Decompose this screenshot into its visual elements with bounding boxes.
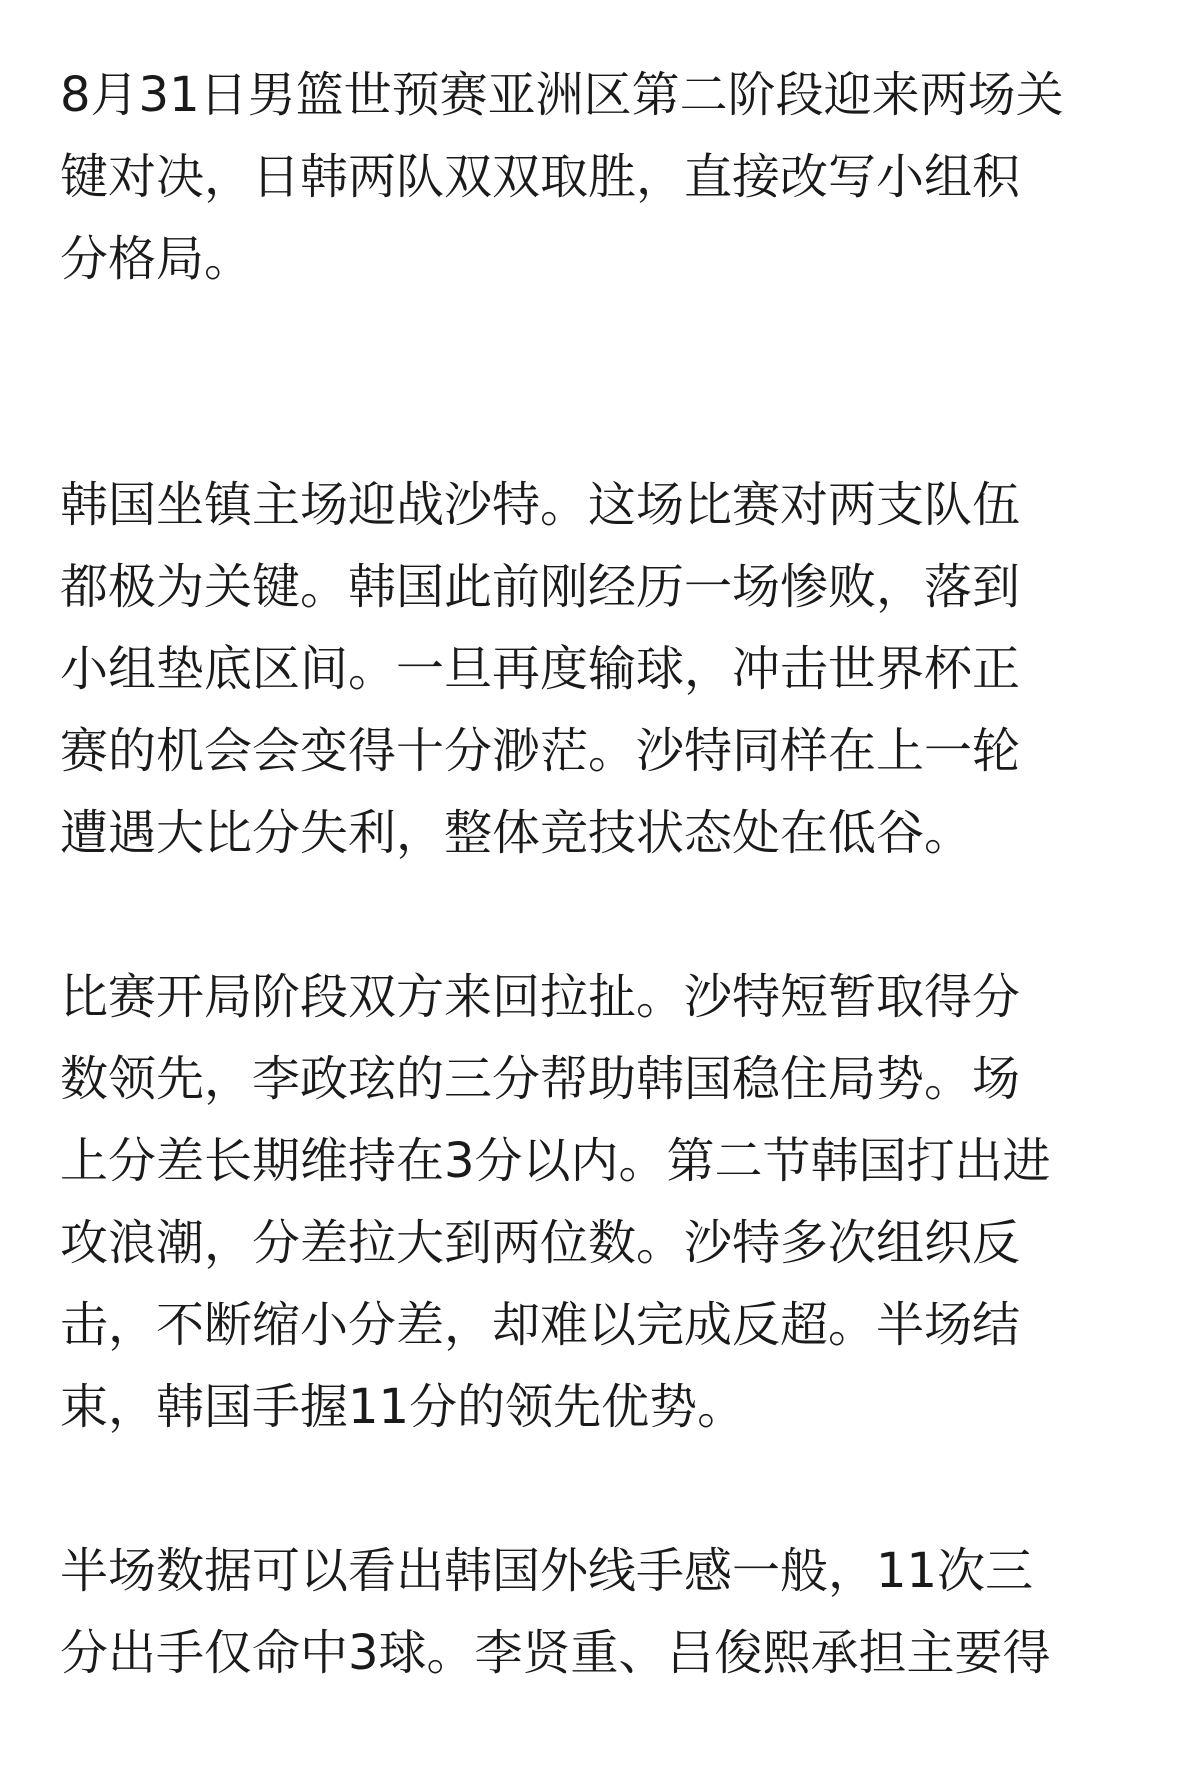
- text-line: 击，不断缩小分差，却难以完成反超。半场结: [60, 1297, 1021, 1353]
- text-line: 分出手仅命中3球。李贤重、吕俊熙承担主要得: [60, 1625, 1051, 1681]
- paragraph-matchup: [60, 464, 1120, 874]
- text-line: 束，韩国手握11分的领先优势。: [60, 1379, 746, 1435]
- text-line: 键对决，日韩两队双双取胜，直接改写小组积: [60, 149, 1021, 205]
- text-line: 上分差长期维持在3分以内。第二节韩国打出进: [60, 1133, 1051, 1189]
- text-line: 遭遇大比分失利，整体竞技状态处在低谷。: [60, 805, 973, 861]
- text-line: 分格局。: [60, 231, 253, 287]
- text-line: 数领先，李政玹的三分帮助韩国稳住局势。场: [60, 1051, 1021, 1107]
- text-line: 半场数据可以看出韩国外线手感一般，11次三: [60, 1543, 1034, 1599]
- text-line: 都极为关键。韩国此前刚经历一场惨败，落到: [60, 559, 1021, 615]
- paragraph-gap: [60, 382, 1120, 464]
- text-line: 小组垫底区间。一旦再度输球，冲击世界杯正: [60, 641, 1021, 697]
- paragraph-first-half: [60, 956, 1120, 1448]
- paragraph-intro: [60, 54, 1120, 300]
- text-line: 攻浪潮，分差拉大到两位数。沙特多次组织反: [60, 1215, 1021, 1271]
- article-body: [60, 54, 1120, 1776]
- text-line: 韩国坐镇主场迎战沙特。这场比赛对两支队伍: [60, 477, 1021, 533]
- paragraph-halftime-stats: [60, 1530, 1120, 1694]
- text-line: 比赛开局阶段双方来回拉扯。沙特短暂取得分: [60, 969, 1021, 1025]
- text-line: 8月31日男篮世预赛亚洲区第二阶段迎来两场关: [60, 67, 1064, 123]
- text-line: 赛的机会会变得十分渺茫。沙特同样在上一轮: [60, 723, 1021, 779]
